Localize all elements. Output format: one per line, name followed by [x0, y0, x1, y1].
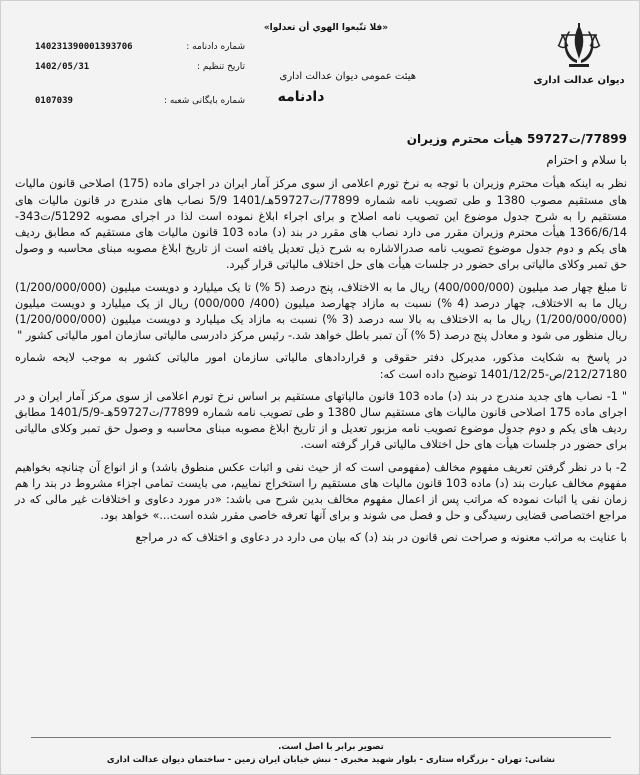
document-title: دادنامه	[277, 89, 325, 105]
letterhead	[1, 1, 640, 126]
iran-emblem-icon	[555, 21, 603, 71]
footer-divider	[31, 737, 611, 738]
verdict-number-label: شماره دادنامه :	[186, 42, 245, 52]
footer	[61, 742, 601, 765]
court-address: نشانی: تهران - بزرگراه ستاری - بلوار شهید مخبری - نبش خیابان ایران زمین - ساختمان دیوان عدالت اداری	[106, 755, 556, 765]
quran-verse: «فلا تتّبعوا الهوي أن تعدلوا»	[263, 23, 389, 33]
certified-copy-note: تصویر برابر با اصل است.	[278, 742, 384, 752]
paragraph-point-1: " 1- نصاب های جدید مندرج در بند (د) ماده 103 قانون مالیاتهای مستقیم بر اساس نرخ تورم اعلامی از سوی مرکز آمار ایران و در اجرای ماده 175 اصلاحی قانون مالیات های مستقیم سال 1380 و طی تصویب نامه شماره 77899/ت59727هـ-1401/5/9 مطابق ردیف های یکم و دوم جدول موضوع تصویب نامه مزبور تعدیل و از تاریخ ابلاغ مصوبه مبنای محاسبه و وصول حق تمبر وکلای مالیاتی برای حضور در جلسات هیأت های حل اختلاف مالیاتی قرار گرفته است.	[15, 389, 627, 452]
archive-number-row	[35, 91, 245, 111]
issue-date-value: 1402/05/31	[35, 62, 90, 72]
issue-date-row	[35, 57, 245, 77]
verdict-number-value: 140231390001393706	[35, 42, 133, 52]
document-body	[15, 131, 627, 553]
paragraph-closing: با عنایت به مراتب معنونه و صراحت نص قانون در بند (د) که بیان می دارد در دعاوی و اختلاف که در مراجع	[135, 531, 627, 545]
salutation: با سلام و احترام	[546, 153, 627, 168]
subject-line: 77899/ت59727 هیأت محترم وزیران	[406, 132, 627, 146]
issue-date-label: تاریخ تنظیم :	[197, 62, 245, 72]
court-name: دیوان عدالت اداری	[533, 75, 625, 86]
paragraph-point-2: 2- با در نظر گرفتن تعریف مفهوم مخالف (مفهومی است که از حیث نفی و اثبات عکس منطوق باشد) و از انواع آن چنانچه بخواهیم مفهوم مخالف عبارت بند (د) ماده 103 قانون مالیات های مستقیم را استخراج نماییم، می بایست تمامی اجزاء مشروط در بند را هم زمان نفی یا اثبات نموده که مراتب پس از اعمال مفهوم مخالف بدین شرح می باشد: «در مورد دعاوی و اختلافات غیر مالی که در مراجع اختصاصی قضایی رسیدگی و حل و فصل می شوند و برای آنها تعرفه خاصی مقرر شده است...» خواهد بود.	[15, 460, 627, 523]
archive-number-value: 0107039	[35, 96, 73, 106]
verdict-number-row	[35, 37, 245, 57]
paragraph-thresholds: تا مبلغ چهار صد میلیون (400/000/000) ریال ما به الاختلاف، پنج درصد (5 %) تا یک میلیارد و دویست میلیون (1/200/000/000) ریال ما به الاختلاف، چهار درصد (4 %) نسبت به مازاد چهارصد میلیون (400/ 000/000) ریال از یک میلیارد و دویست میلیون (1/200/000/000) ریال ما به الاختلاف به بالا سه درصد (3 %) نسبت به مازاد یک میلیارد و دویست میلیون (1/200/000/000) ریال منظور می شود و معادل پنج درصد (5 %) آن تمبر باطل خواهد شد.- رئیس مرکز دادرسی مالیاتی سازمان امور مالیاتی کشور "	[15, 280, 628, 343]
document-metadata	[35, 37, 245, 111]
court-logo-block	[533, 21, 625, 101]
paragraph-intro: نظر به اینکه هیأت محترم وزیران با توجه به نرخ تورم اعلامی از سوی مرکز آمار ایران در اجرای ماده (175) اصلاحی قانون مالیات های مستقیم مصوب 1380 و طی تصویب نامه شماره 77899/ت59727هـ/1401 5/9 نصاب های مندرج در قانون مالیات های مستقیم را به شرح جدول موضوع این تصویب نامه اصلاح و برای اجراء ابلاغ نموده است لذا در اجرای مصوبه 51292/ت343-1366/6/14 هیأت محترم وزیران مقرر می دارد نصاب های مقرر در بند (د) ماده 103 قانون مالیات های مستقیم که مطابق ردیف های یکم و دوم جدول موضوع تصویب نامه صدرالاشاره به شرح ذیل تعدیل یافته است از تاریخ ابلاغ مصوبه مبنای محاسبه و وصول حق تمبر وکلای مالیاتی برای حضور در جلسات هیأت های حل اختلاف مالیاتی قرار گیرد.	[15, 177, 627, 272]
issuing-body: هیئت عمومی دیوان عدالت اداری	[279, 71, 416, 82]
archive-number-label: شماره بایگانی شعبه :	[163, 96, 245, 106]
paragraph-response: در پاسخ به شکایت مذکور، مدیرکل دفتر حقوقی و قراردادهای مالیاتی سازمان امور مالیاتی کشور به موجب لایحه شماره 212/27180/ص-1401/12/25 توضیح داده است که:	[15, 351, 627, 381]
